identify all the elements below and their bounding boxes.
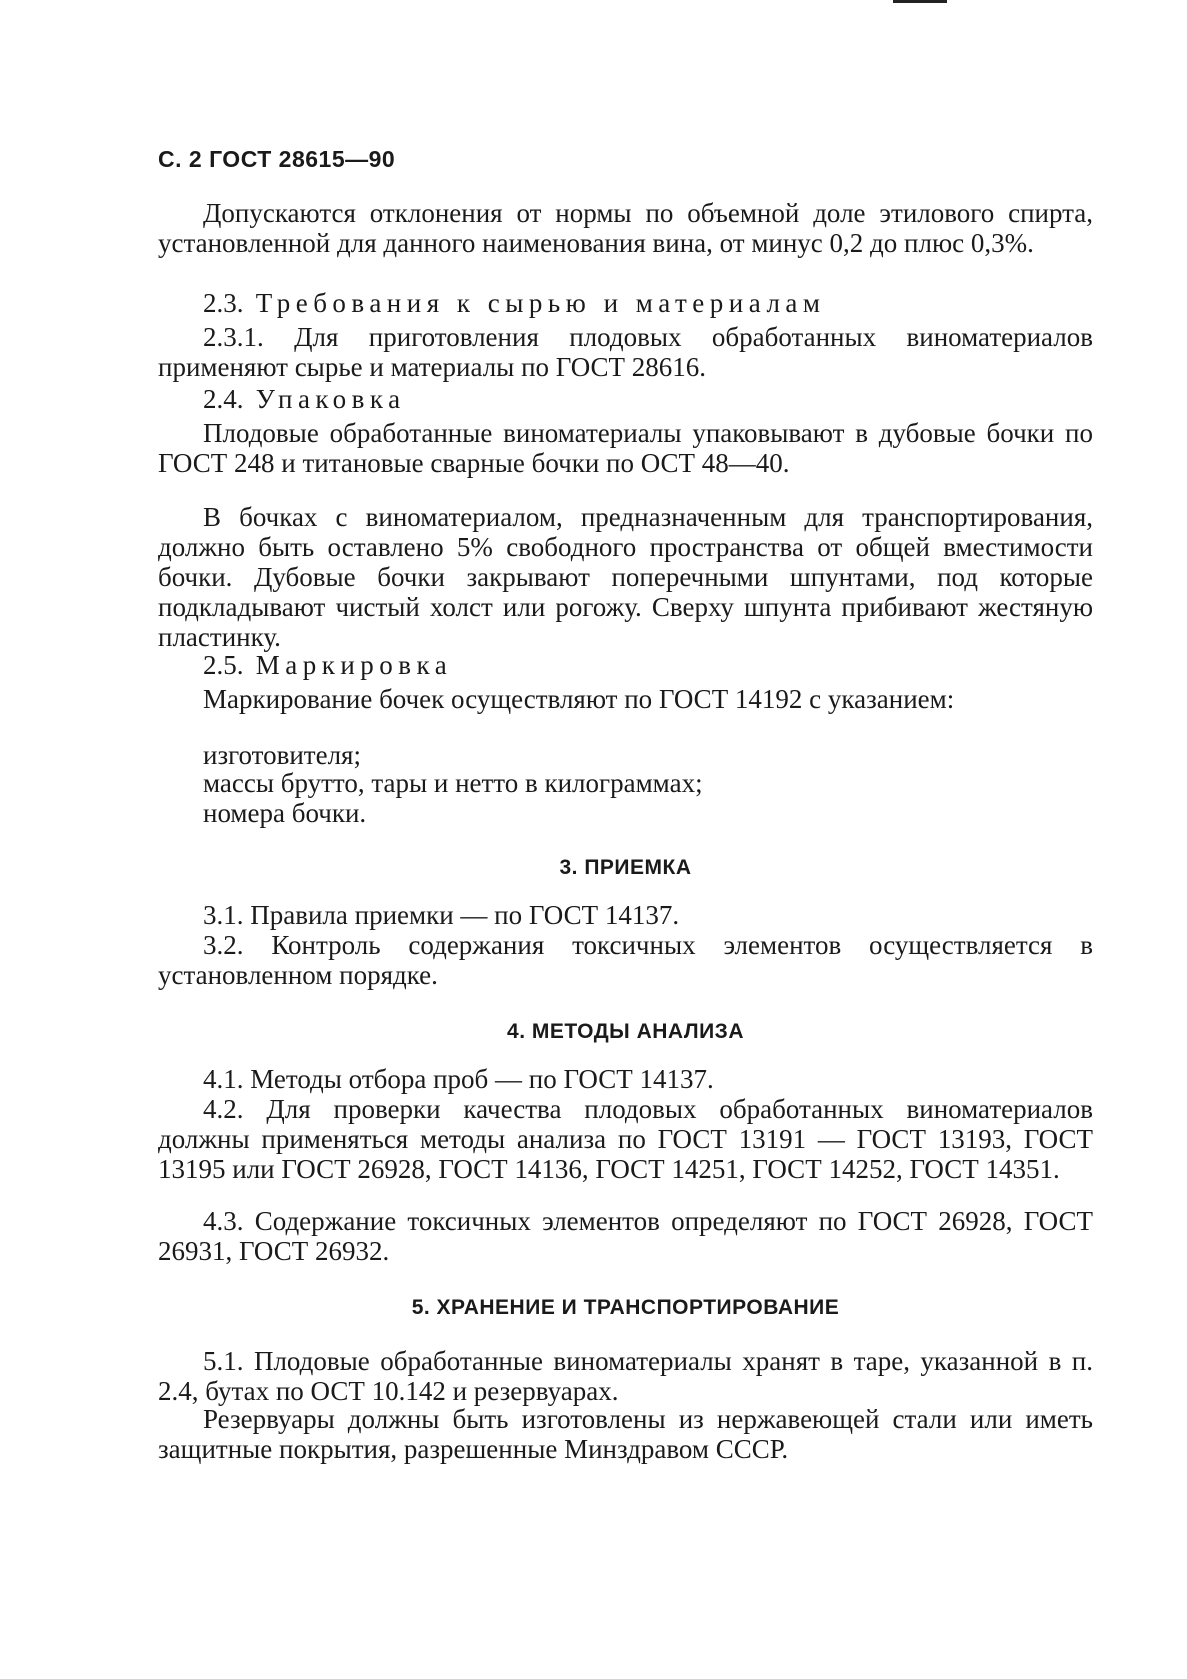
subsection-heading-2-5 (158, 650, 1093, 680)
subsection-heading-2-4 (158, 384, 1093, 414)
paragraph-4-1: 4.1. Методы отбора проб — по ГОСТ 14137. (203, 1064, 714, 1094)
subsection-heading-2-3 (158, 288, 1093, 318)
paragraph-4-3: 4.3. Содержание токсичных элементов определяют по ГОСТ 26928, ГОСТ 26931, ГОСТ 26932. (158, 1206, 1093, 1266)
paragraph-2-3-1: 2.3.1. Для приготовления плодовых обработанных виноматериалов применяют сырье и материалы по ГОСТ 28616. (158, 322, 1093, 382)
paragraph-packaging-barrels: Плодовые обработанные виноматериалы упаковывают в дубовые бочки по ГОСТ 248 и титановые сварные бочки по ОСТ 48—40. (158, 418, 1093, 478)
top-edge-mark (893, 0, 947, 3)
subsection-number: 2.3. (203, 288, 244, 318)
paragraph-5-1: 5.1. Плодовые обработанные виноматериалы хранят в таре, указанной в п. 2.4, бутах по ОСТ 10.142 и резервуарах. (158, 1346, 1093, 1406)
paragraph-transport-barrels: В бочках с виноматериалом, предназначенным для транспортирования, должно быть оставлено 5% свободного пространства от общей вместимости бочки. Дубовые бочки закрывают поперечными шпунтами, под которые подкладывают чистый холст или рогожу. Сверху шпунта прибивают жестяную пластинку. (158, 502, 1093, 652)
subsection-number: 2.4. (203, 384, 244, 414)
paragraph-marking: Маркирование бочек осуществляют по ГОСТ 14192 с указанием: (203, 684, 955, 714)
subsection-number: 2.5. (203, 650, 244, 680)
section-heading-analysis-methods: 4. МЕТОДЫ АНАЛИЗА (507, 1020, 744, 1043)
paragraph-3-1: 3.1. Правила приемки — по ГОСТ 14137. (203, 900, 680, 930)
list-item: номера бочки. (203, 798, 367, 828)
subsection-title: Упаковка (255, 384, 406, 414)
list-item: изготовителя; (203, 740, 361, 770)
paragraph-alcohol-deviation: Допускаются отклонения от нормы по объемной доле этилового спирта, установленной для данного наименования вина, от минус 0,2 до плюс 0,3%. (158, 198, 1093, 258)
subsection-title: Маркировка (255, 650, 453, 680)
page-header: С. 2 ГОСТ 28615—90 (158, 146, 396, 172)
section-heading-acceptance: 3. ПРИЕМКА (559, 856, 692, 879)
subsection-title: Требования к сырью и материалам (255, 288, 826, 318)
list-item: массы брутто, тары и нетто в килограммах; (203, 768, 703, 798)
paragraph-4-2: 4.2. Для проверки качества плодовых обработанных виноматериалов должны применяться методы анализа по ГОСТ 13191 — ГОСТ 13193, ГОСТ 13195 или ГОСТ 26928, ГОСТ 14136, ГОСТ 14251, ГОСТ 14252, ГОСТ 14351. (158, 1094, 1093, 1184)
paragraph-3-2: 3.2. Контроль содержания токсичных элементов осуществляется в установленном порядке. (158, 930, 1093, 990)
paragraph-reservoirs: Резервуары должны быть изготовлены из нержавеющей стали или иметь защитные покрытия, разрешенные Минздравом СССР. (158, 1404, 1093, 1464)
section-heading-storage-transport: 5. ХРАНЕНИЕ И ТРАНСПОРТИРОВАНИЕ (411, 1296, 840, 1319)
